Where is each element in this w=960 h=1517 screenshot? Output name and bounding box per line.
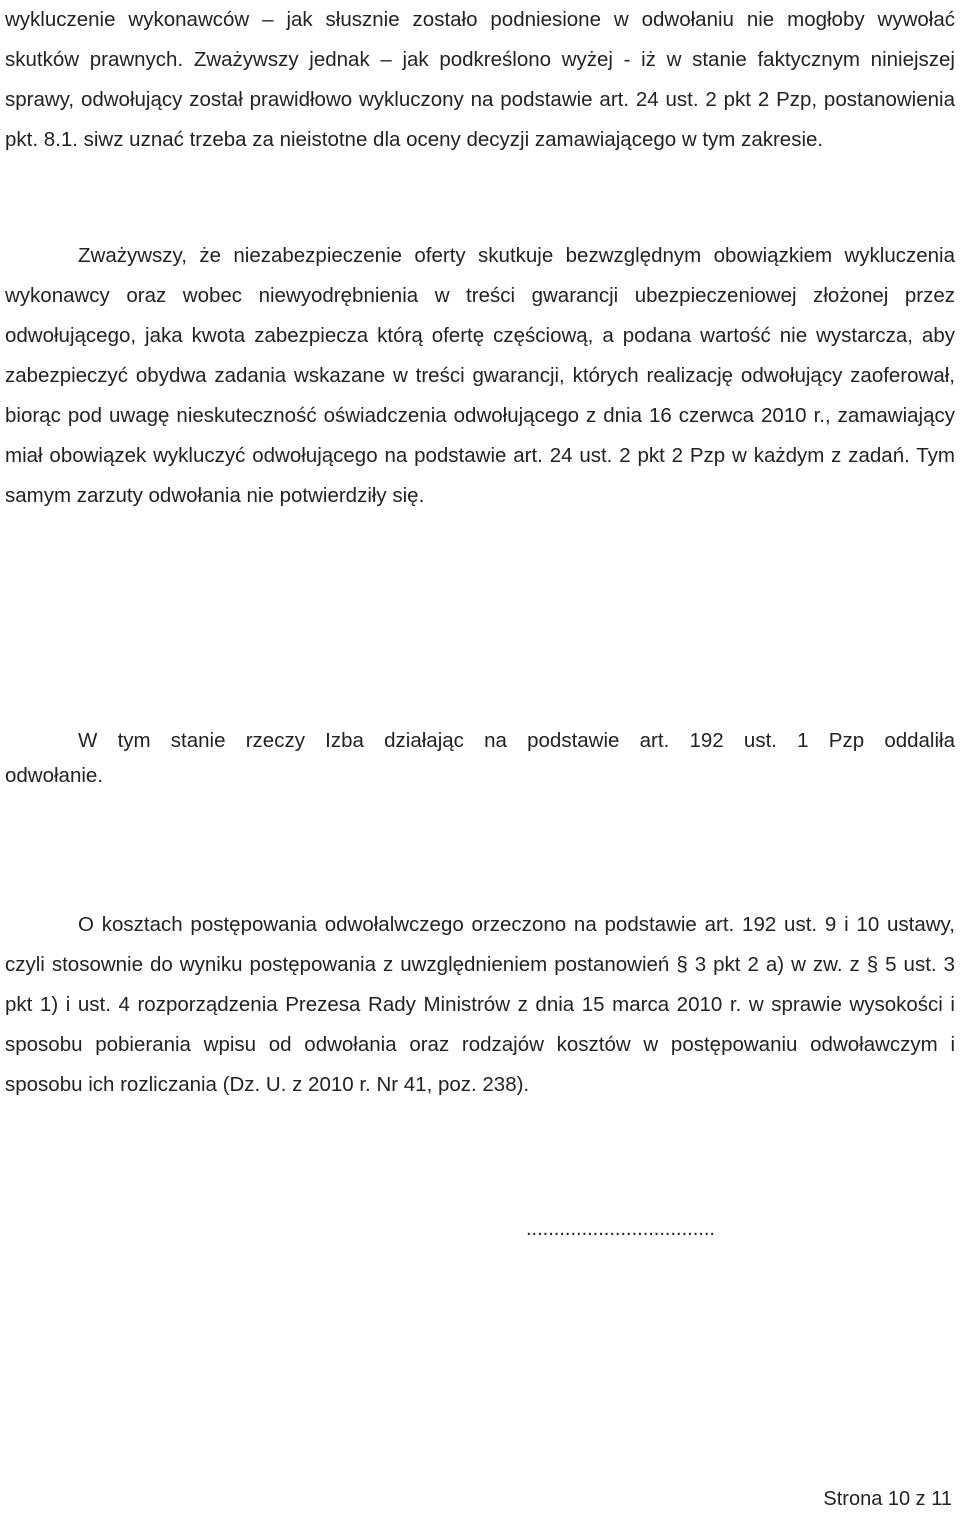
ruling-tail: odwołanie.	[5, 764, 104, 787]
paragraph-costs: O kosztach postępowania odwołalwczego orzeczono na podstawie art. 192 ust. 9 i 10 ustawy, czyli stosownie do wyniku postępowania z uwzględnieniem postanowień § 3 pkt 2 a) w zw. z § 5 ust. 3 pkt 1) i ust. 4 rozporządzenia Prezesa Rady Ministrów z dnia 15 marca 2010 r. w sprawie wysokości i sposobu pobierania wpisu od odwołania oraz rodzajów kosztów w postępowaniu odwoławczym i sposobu ich rozliczania (Dz. U. z 2010 r. Nr 41, poz. 238).	[5, 913, 955, 1096]
signature-line: ..................................	[526, 1218, 715, 1240]
ruling-line: W tym stanie rzeczy Izba działając na podstawie art. 192 ust. 1 Pzp oddaliła	[78, 729, 955, 752]
page-number-footer: Strona 10 z 11	[823, 1488, 952, 1510]
paragraph-exclusion-consequences: wykluczenie wykonawców – jak słusznie zostało podniesione w odwołaniu nie mogłoby wywołać skutków prawnych. Zważywszy jednak – jak podkreślono wyżej - iż w stanie faktycznym niniejszej sprawy, odwołujący został prawidłowo wykluczony na podstawie art. 24 ust. 2 pkt 2 Pzp, postanowienia pkt. 8.1. siwz uznać trzeba za nieistotne dla oceny decyzji zamawiającego w tym zakresie.	[5, 8, 955, 151]
paragraph-guarantee-reasoning: Zważywszy, że niezabezpieczenie oferty skutkuje bezwzględnym obowiązkiem wykluczenia wykonawcy oraz wobec niewyodrębnienia w treści gwarancji ubezpieczeniowej złożonej przez odwołującego, jaka kwota zabezpiecza którą ofertę częściową, a podana wartość nie wystarcza, aby zabezpieczyć obydwa zadania wskazane w treści gwarancji, których realizację odwołujący zaoferował, biorąc pod uwagę nieskuteczność oświadczenia odwołującego z dnia 16 czerwca 2010 r., zamawiający miał obowiązek wykluczyć odwołującego na podstawie art. 24 ust. 2 pkt 2 Pzp w każdym z zadań. Tym samym zarzuty odwołania nie potwierdziły się.	[5, 244, 955, 507]
